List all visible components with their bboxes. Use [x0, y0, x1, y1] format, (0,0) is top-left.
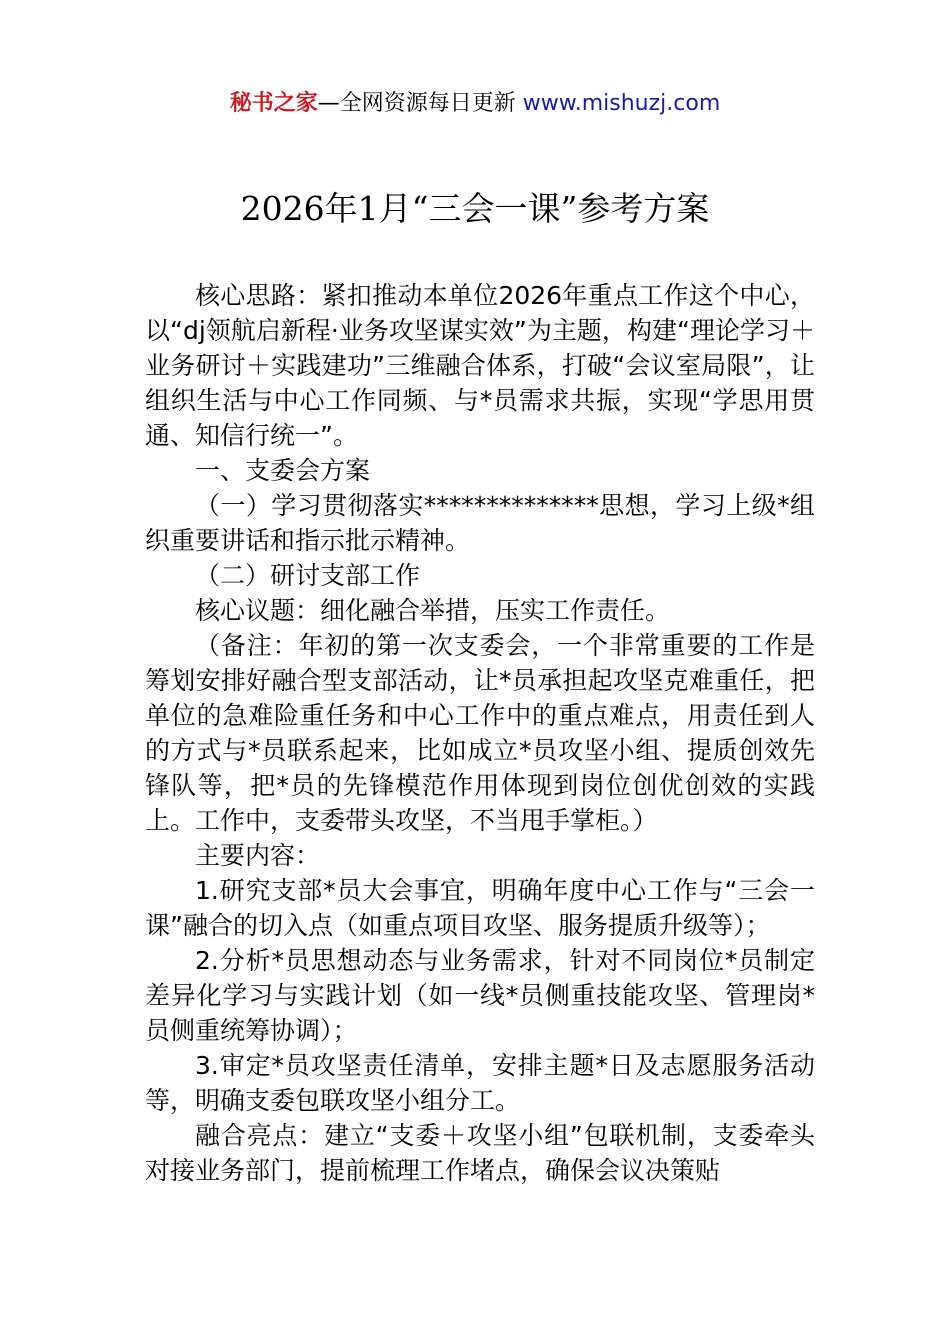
document-title: 2026年1月“三会一课”参考方案 — [240, 189, 710, 228]
site-header — [0, 88, 950, 120]
site-tagline: —全网资源每日更新 — [317, 91, 523, 116]
paragraph-core-topic: 核心议题：细化融合举措，压实工作责任。 — [195, 596, 671, 625]
site-url-link[interactable]: www.mishuzj.com — [522, 91, 721, 116]
paragraph-note: （备注：年初的第一次支委会，一个非常重要的工作是筹划安排好融合型支部活动，让*员承担起攻坚克难重任，把单位的急难险重任务和中心工作中的重点难点，用责任到人的方式与*员联系起来，比如成立*员攻坚小组、提质创效先锋队等，把*员的先锋模范作用体现到岗位创优创效的实践上。工作中，支委带头攻坚，不当甩手掌柜。） — [145, 631, 815, 835]
paragraph-item-1: （一）学习贯彻落实**************思想，学习上级*组织重要讲话和指示批示精神。 — [145, 491, 815, 555]
list-item: 1.研究支部*员大会事宜，明确年度中心工作与“三会一课”融合的切入点（如重点项目攻坚、服务提质升级等）； — [145, 876, 815, 940]
paragraph-item-2: （二）研讨支部工作 — [195, 561, 421, 590]
section-heading-committee: 一、支委会方案 — [195, 456, 371, 485]
paragraph-highlight: 融合亮点：建立“支委＋攻坚小组”包联机制，支委牵头对接业务部门，提前梳理工作堵点，确保会议决策贴 — [145, 1121, 815, 1185]
list-item: 2.分析*员思想动态与业务需求，针对不同岗位*员制定差异化学习与实践计划（如一线*员侧重技能攻坚、管理岗*员侧重统筹协调）； — [145, 946, 815, 1045]
site-brand: 秘书之家 — [229, 91, 318, 116]
document-body — [145, 278, 815, 1188]
paragraph-main-content-label: 主要内容： — [195, 841, 321, 870]
paragraph-core-idea: 核心思路：紧扣推动本单位2026年重点工作这个中心，以“dj领航启新程·业务攻坚谋实效”为主题，构建“理论学习＋业务研讨＋实践建功”三维融合体系，打破“会议室局限”，让组织生活与中心工作同频、与*员需求共振，实现“学思用贯通、知信行统一”。 — [145, 281, 815, 450]
list-item: 3.审定*员攻坚责任清单，安排主题*日及志愿服务活动等，明确支委包联攻坚小组分工。 — [145, 1051, 815, 1115]
